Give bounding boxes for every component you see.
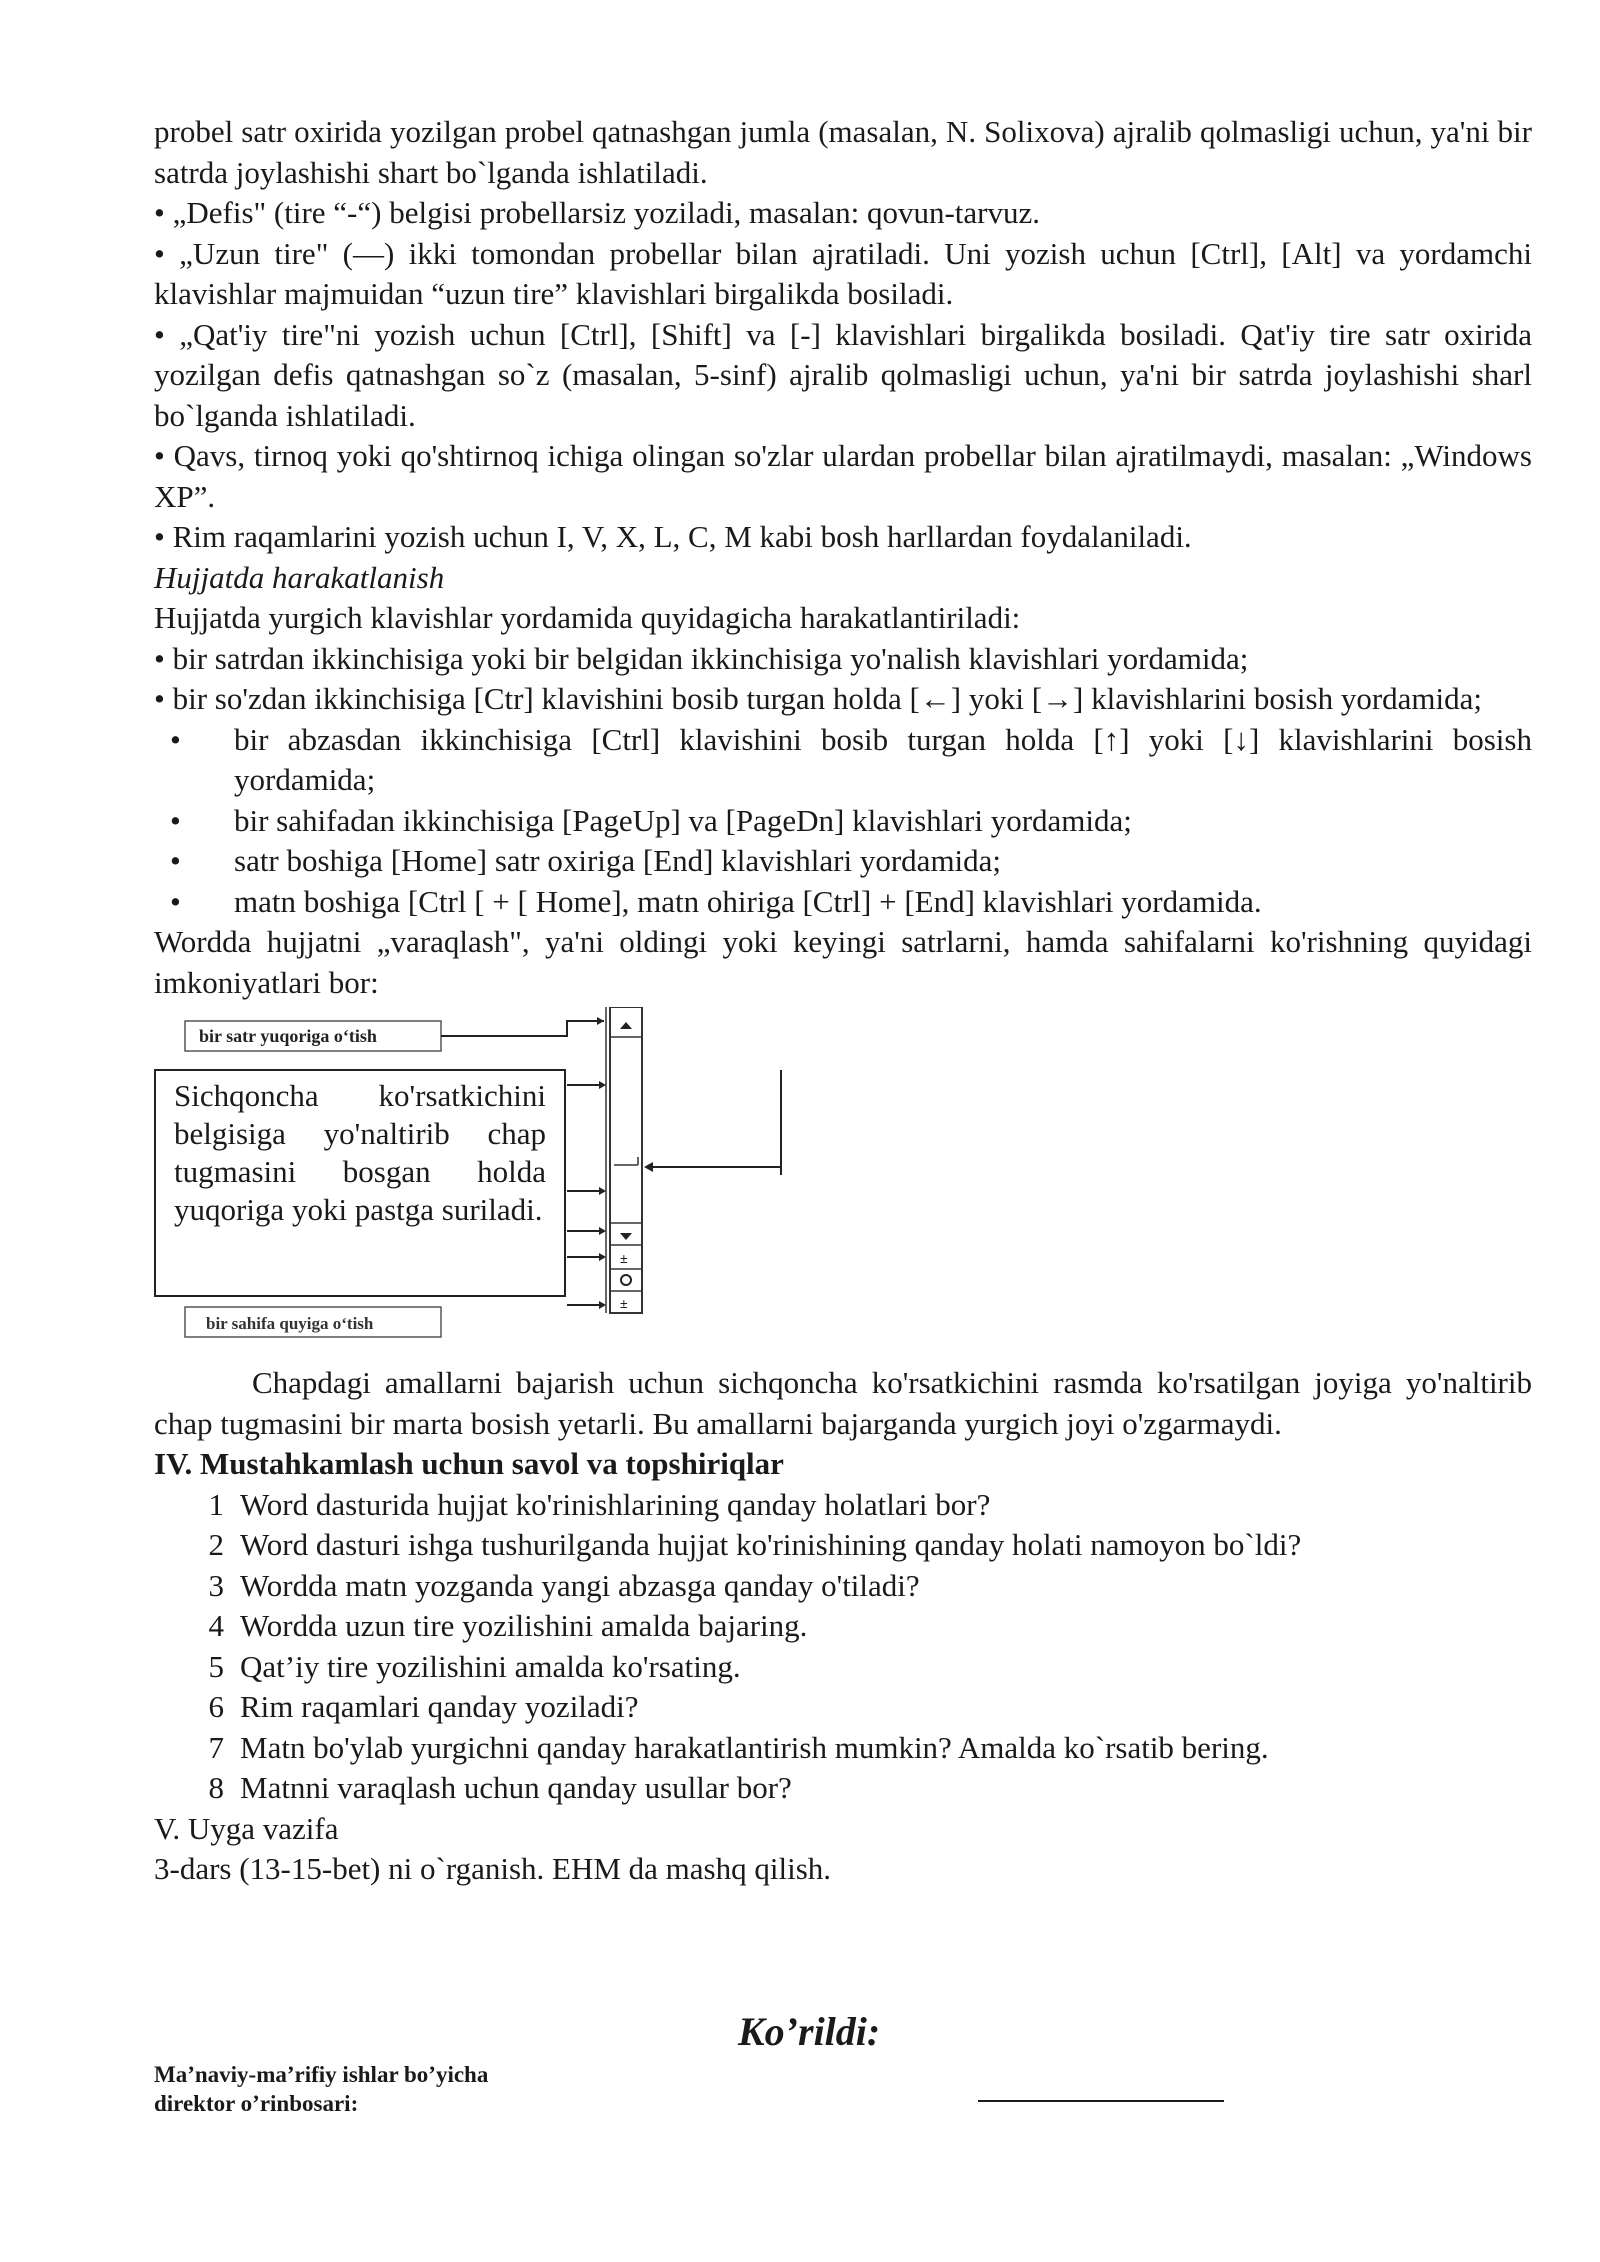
question-text: Wordda uzun tire yozilishini amalda bajaring. xyxy=(240,1608,808,1643)
bullet-text: bir sahifadan ikkinchisiga [PageUp] va [PageDn] klavishlari yordamida; xyxy=(234,802,1132,838)
homework-text: 3-dars (13-15-bet) ni o`rganish. EHM da mashq qilish. xyxy=(154,1851,832,1886)
bullet-mark: • xyxy=(170,721,181,757)
question-text: Matn bo'ylab yurgichni qanday harakatlantirish mumkin? Amalda ko`rsatib bering. xyxy=(240,1729,1269,1765)
question-text: Qat’iy tire yozilishini amalda ko'rsating. xyxy=(240,1648,741,1684)
korildi-label: Ko’rildi: xyxy=(738,2009,881,2054)
bullet-text: matn boshiga [Ctrl [ + [ Home], matn ohiriga [Ctrl] + [End] klavishlari yordamida. xyxy=(234,883,1262,919)
after-figure-paragraph: Chapdagi amallarni bajarish uchun sichqoncha ko'rsatkichini rasmda ko'rsatilgan joyiga yo'naltirib chap tugmasini bir marta bosish yetarli. Bu amallarni bajarganda yurgich joyi o'zgarmaydi. xyxy=(154,1365,1532,1441)
bottom-label-text: bir sahifa quyiga o‘tish xyxy=(206,1314,374,1333)
bullet-abzas xyxy=(154,720,1532,801)
deputy-title xyxy=(154,2060,488,2118)
question-item xyxy=(154,1485,1532,1526)
bullet-uzun-tire: • „Uzun tire" (—) ikki tomondan probellar bilan ajratiladi. Uni yozish uchun [Ctrl], [Alt] va yordamchi klavishlar majmuidan “uzun tire” klavishlari birgalikda bosiladi. xyxy=(154,235,1532,311)
bullet-rim: • Rim raqamlarini yozish uchun I, V, X, L, C, M kabi bosh harllardan foydalaniladi. xyxy=(154,519,1192,554)
bullet-satr: • bir satrdan ikkinchisiga yoki bir belgidan ikkinchisiga yo'nalish klavishlari yordamida; xyxy=(154,640,1249,676)
section-v-heading: V. Uyga vazifa xyxy=(154,1810,339,1846)
question-number: 5 xyxy=(208,1648,224,1684)
bullet-matn-boshi xyxy=(154,882,1532,923)
question-number: 3 xyxy=(208,1567,224,1603)
main-text xyxy=(154,112,1532,1890)
scroll-intro: Wordda hujjatni „varaqlash", ya'ni oldingi yoki keyingi satrlarni, hamda sahifalarni ko'rishning quyidagi imkoniyatlari bor: xyxy=(154,924,1532,1000)
question-item xyxy=(154,1525,1532,1566)
question-number: 2 xyxy=(208,1527,224,1562)
signature-line xyxy=(978,2100,1224,2102)
bullet-home-end xyxy=(154,841,1532,882)
bullet-qatiy-tire: • „Qat'iy tire"ni yozish uchun [Ctrl], [Shift] va [-] klavishlari birgalikda bosiladi. Qat'iy tire satr oxirida yozilgan defis qatnashgan so`z (masalan, 5-sinf) ajralib qolmasligi uchun, ya'ni bir satrda joylashishi sharl bo`lganda ishlatiladi. xyxy=(154,316,1532,433)
navigation-intro: Hujjatda yurgich klavishlar yordamida quyidagicha harakatlantiriladi: xyxy=(154,600,1021,635)
question-item xyxy=(154,1606,1532,1647)
question-list xyxy=(154,1485,1532,1809)
bullet-defis: • „Defis" (tire “-“) belgisi probellarsiz yoziladi, masalan: qovun-tarvuz. xyxy=(154,195,1041,230)
deputy-line-1: Ma’naviy-ma’rifiy ishlar bo’yicha xyxy=(154,2062,489,2087)
bullet-qavs: • Qavs, tirnoq yoki qo'shtirnoq ichiga olingan so'zlar ulardan probellar bilan ajratilmaydi, masalan: „Windows XP”. xyxy=(154,438,1532,514)
question-item xyxy=(154,1728,1532,1769)
instruction-text: Sichqoncha ko'rsatkichini belgisiga yo'naltirib chap tugmasini bosgan holda yuqoriga yoki pastga suriladi. xyxy=(174,1078,546,1227)
scrollbar-track xyxy=(610,1007,642,1313)
section-iv-heading: IV. Mustahkamlash uchun savol va topshiriqlar xyxy=(154,1446,784,1481)
top-label-text: bir satr yuqoriga o‘tish xyxy=(199,1026,377,1046)
question-number: 4 xyxy=(208,1608,224,1643)
signature-block xyxy=(154,2008,1532,2128)
bullet-soz: • bir so'zdan ikkinchisiga [Ctr] klavishini bosib turgan holda [←] yoki [→] klavishlarini bosish yordamida; xyxy=(154,681,1483,716)
question-text: Rim raqamlari qanday yoziladi? xyxy=(240,1689,639,1724)
question-number: 7 xyxy=(208,1729,224,1765)
question-number: 1 xyxy=(208,1486,224,1522)
question-number: 6 xyxy=(208,1689,224,1724)
instruction-box xyxy=(154,1069,566,1297)
question-text: Wordda matn yozganda yangi abzasga qanday o'tiladi? xyxy=(240,1567,920,1603)
bullet-sahifa xyxy=(154,801,1532,842)
question-item xyxy=(154,1687,1532,1728)
question-item xyxy=(154,1647,1532,1688)
scrollbar-figure xyxy=(154,1007,1532,1363)
question-item xyxy=(154,1566,1532,1607)
question-text: Matnni varaqlash uchun qanday usullar bor? xyxy=(240,1770,792,1805)
question-item xyxy=(154,1768,1532,1809)
question-text: Word dasturida hujjat ko'rinishlarining qanday holatlari bor? xyxy=(240,1486,991,1522)
bullet-mark: • xyxy=(170,883,181,919)
intro-paragraph: probel satr oxirida yozilgan probel qatnashgan jumla (masalan, N. Solixova) ajralib qolmasligi uchun, ya'ni bir satrda joylashishi shart bo`lganda ishlatiladi. xyxy=(154,114,1532,190)
deputy-line-2: direktor o’rinbosari: xyxy=(154,2091,359,2116)
bullet-mark: • xyxy=(170,802,181,838)
page-up-icon: ± xyxy=(620,1252,628,1267)
heading-navigation: Hujjatda harakatlanish xyxy=(154,559,445,595)
bullet-text: bir abzasdan ikkinchisiga [Ctrl] klavishini bosib turgan holda [↑] yoki [↓] klavishlarini bosish yordamida; xyxy=(234,721,1532,797)
bullet-text: satr boshiga [Home] satr oxiriga [End] klavishlari yordamida; xyxy=(234,843,1002,878)
bullet-mark: • xyxy=(170,843,181,878)
question-number: 8 xyxy=(208,1770,224,1805)
page-down-icon: ± xyxy=(620,1297,628,1312)
question-text: Word dasturi ishga tushurilganda hujjat ko'rinishining qanday holati namoyon bo`ldi? xyxy=(240,1527,1302,1562)
